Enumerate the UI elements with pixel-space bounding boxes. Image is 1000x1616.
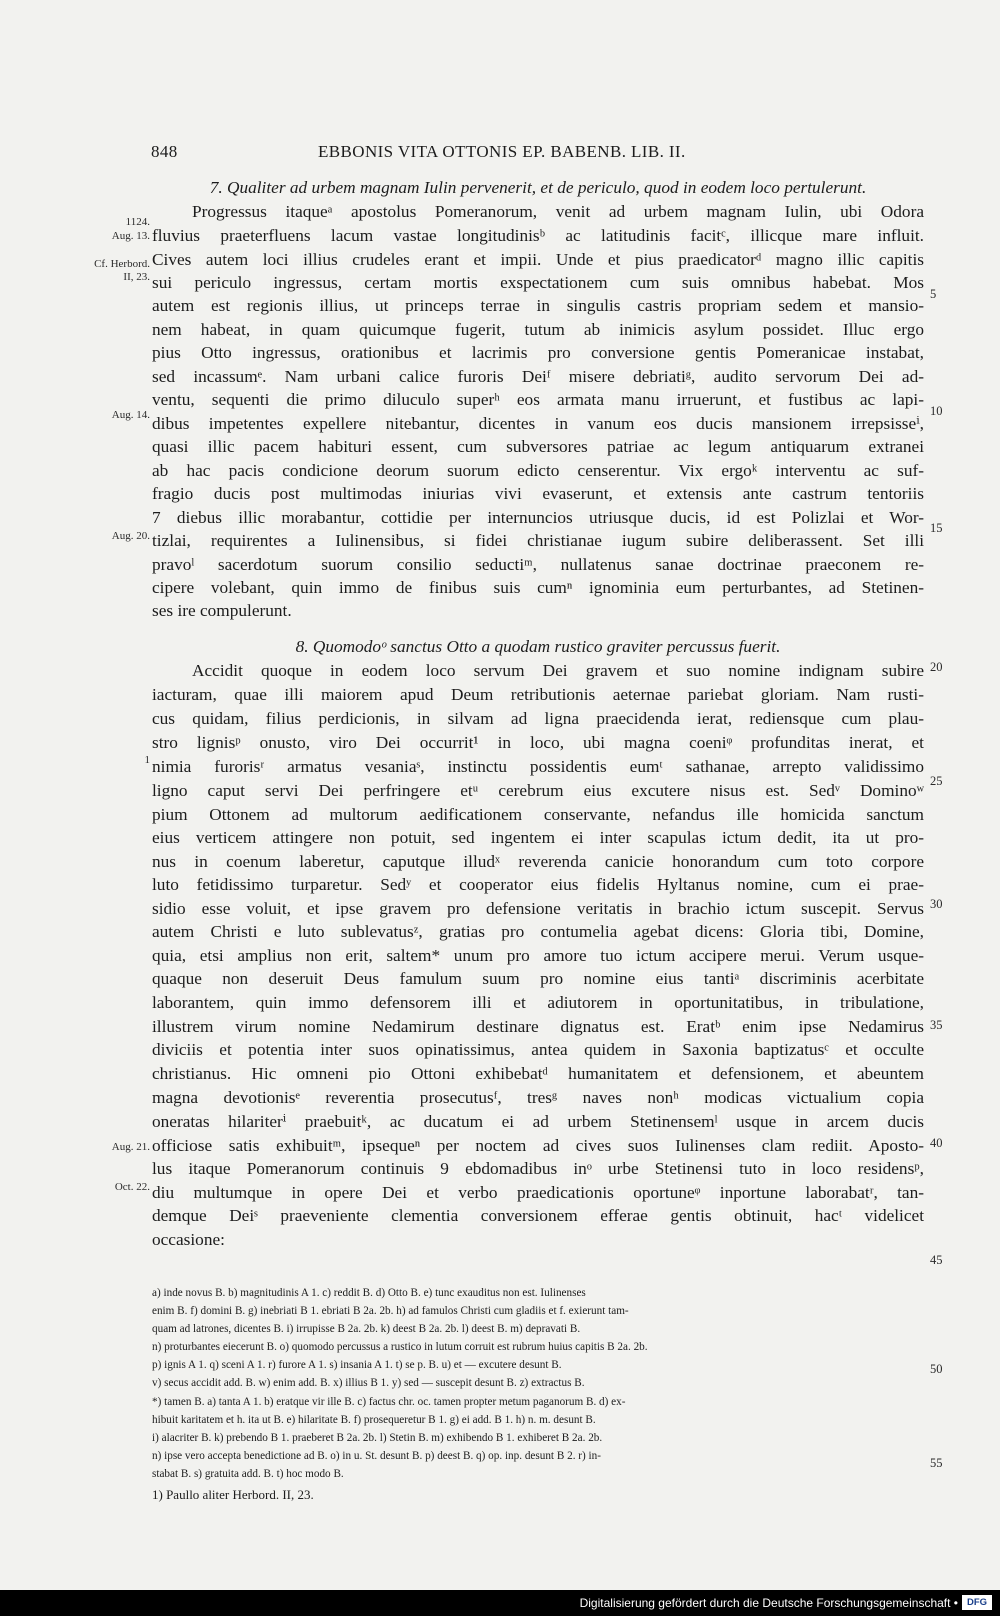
footnote-line: 1) Paullo aliter Herbord. II, 23. [152, 1487, 314, 1502]
text-line: autem est regionis illius, ut princeps terrae in singulis castris propriam sedem et mansio- [152, 296, 924, 315]
line-number: 30 [930, 897, 943, 911]
text-line: stro lignisᵖ onusto, viro Dei occurrit¹ in loco, ubi magna coeniᵠ profunditas inerat, et [152, 733, 924, 752]
margin-note: Aug. 13. [111, 230, 150, 242]
text-line: nem habeat, in quam quicumque fugerit, tutum ab inimicis asylum possidet. Illuc ergo [152, 320, 924, 339]
footnote-line: stabat B. s) gratuita add. B. t) hoc modo B. [152, 1468, 344, 1480]
margin-note: 1124. [125, 216, 150, 228]
text-line: cipere volebant, quin immo de finibus suis cumⁿ ignominia eum perturbantes, ad Stetinen- [152, 578, 924, 597]
footnote-line: hibuit karitatem et h. ita ut B. e) hilaritate B. f) prosequeretur B 1. g) ei add. B 1. h) n. m. desunt B. [152, 1414, 596, 1426]
footnote-line: a) inde novus B. b) magnitudinis A 1. c) reddit B. d) Otto B. e) tunc exauditus non est. Iulinenses [152, 1287, 586, 1299]
footnote-line: quam ad latrones, dicentes B. i) irrupisse B 2a. 2b. k) deest B 2a. 2b. l) deest B. m) depravati B. [152, 1323, 581, 1335]
text-line: sui periculo ingressus, certam mortis exspectationem cum suis omnibus habebat. Mos [152, 273, 924, 292]
text-line: eius verticem attingere non potuit, sed ingentem ei inter scapulas ictum dedit, ita ut pro- [152, 828, 924, 847]
footnote-line: enim B. f) domini B. g) inebriati B 1. ebriati B 2a. 2b. h) ad famulos Christi cum gladiis et f. exierunt tam- [152, 1305, 629, 1317]
line-number: 15 [930, 521, 943, 535]
text-line: quaque non deseruit Deus famulum suum pro nomine eius tantiᵃ discriminis acerbitate [152, 969, 924, 988]
line-number: 40 [930, 1136, 943, 1150]
text-line: dibus impetentes expellere nitebantur, dicentes in vanum eos ducis mansionem irrepsisseⁱ, [152, 414, 924, 433]
funding-credit: Digitalisierung gefördert durch die Deutsche Forschungsgemeinschaft • [579, 1596, 958, 1610]
text-line: illustrem virum nomine Nedamirum destinare dignatus est. Eratᵇ enim ipse Nedamirus [152, 1017, 924, 1036]
text-line: autem Christi e luto sublevatusᶻ, gratias pro contumelia agebat dicens: Gloria tibi, Domine, [152, 922, 924, 941]
margin-note: Aug. 21. [111, 1141, 150, 1153]
text-line: diu multumque in opere Dei et verbo praedicationis oportuneᵠ inportune laborabatʳ, tan- [152, 1183, 924, 1202]
text-line: lus itaque Pomeranorum continuis 9 ebdomadibus inᵒ urbe Stetinensi tuto in loco residensᵖ, [152, 1159, 924, 1178]
line-number: 50 [930, 1362, 943, 1376]
text-line: laborantem, quin immo defensorem illi et adiutorem in oportunitatibus, in tribulatione, [152, 993, 924, 1012]
text-line: officiose satis exhibuitᵐ, ipsequeⁿ per noctem ad cives suos Iulinenses clam rediit. Aposto- [152, 1136, 924, 1155]
text-line: ligno caput servi Dei perfringere etᵘ cerebrum eius excutere nisus est. Sedᵛ Dominoʷ [152, 781, 924, 800]
text-line: ab hac pacis condicione deorum suorum edicto censerentur. Vix ergoᵏ interventu ac suf- [152, 461, 924, 480]
line-number: 45 [930, 1253, 943, 1267]
page-number: 848 [151, 142, 178, 161]
text-line: ses ire compulerunt. [152, 601, 292, 620]
text-line: luto fetidissimo turparetur. Sedʸ et cooperator eius fidelis Hyltanus nomine, cum ei prae- [152, 875, 924, 894]
text-line: oneratas hilariterⁱ praebuitᵏ, ac ducatum ei ad urbem Stetinensemˡ usque in arcem ducis [152, 1112, 924, 1131]
text-line: pium Ottonem ad multorum aedificationem conservante, nefandus ille homicida sanctum [152, 805, 924, 824]
text-line: Accidit quoque in eodem loco servum Dei gravem et suo nomine indignam subire [192, 661, 924, 680]
text-line: diviciis et potentia inter suos opinatissimus, antea quidem in Saxonia baptizatusᶜ et occulte [152, 1040, 924, 1059]
line-number: 5 [930, 287, 937, 301]
text-line: demque Deiˢ praeveniente clementia conversionem efferae gentis obtinuit, hacᵗ videlicet [152, 1206, 924, 1225]
footer-bar [0, 1590, 1000, 1616]
margin-note: Aug. 20. [111, 530, 150, 542]
text-line: sed incassumᵉ. Nam urbani calice furoris Deiᶠ misere debriatiᵍ, audito servorum Dei ad- [152, 367, 924, 386]
line-number: 10 [930, 404, 943, 418]
text-line: Cives autem loci illius crudeles erant et impii. Unde et pius praedicatorᵈ magno illic capitis [152, 250, 924, 269]
chapter-heading: 7. Qualiter ad urbem magnam Iulin pervenerit, et de periculo, quod in eodem loco pertulerunt. [209, 178, 867, 197]
margin-note: Oct. 22. [114, 1181, 150, 1193]
text-line: fluvius praeterfluens lacum vastae longitudinisᵇ ac latitudinis facitᶜ, illicque mare influit. [152, 226, 924, 245]
text-line: cus quidam, filius perdicionis, in silvam ad ligna praecidenda ierat, rediensque cum plau- [152, 709, 924, 728]
margin-note: II, 23. [123, 271, 150, 283]
line-number: 35 [930, 1018, 943, 1032]
text-line: magna devotionisᵉ reverentia prosecutusᶠ, tresᵍ naves nonʰ modicas victualium copia [152, 1088, 924, 1107]
footnote-line: n) ipse vero accepta benedictione ad B. o) in u. St. desunt B. p) deest B. q) op. inp. desunt B 2. r) in- [152, 1450, 601, 1462]
line-number: 55 [930, 1456, 943, 1470]
text-line: tizlai, requirentes a Iulinensibus, si fidei christianae iugum subire deliberassent. Set illi [152, 531, 924, 550]
text-line: quia, etsi amplius non erit, saltem* unum pro amore tuo ictum accipere merui. Verum usque- [152, 946, 924, 965]
text-line: fragio ducis post multimodas iniurias vivi evaserunt, et extensis ante castrum tentoriis [152, 484, 924, 503]
text-line: occasione: [152, 1230, 225, 1249]
footnote-line: n) proturbantes eiecerunt B. o) quomodo percussus a rustico in lutum corruit est rubrum huius capitis B 2a. 2b. [152, 1341, 648, 1353]
dfg-logo: DFG [962, 1595, 992, 1610]
text-line: Progressus itaqueᵃ apostolus Pomeranorum, venit ad urbem magnam Iulin, ubi Odora [192, 202, 924, 221]
text-line: christianus. Hic omneni pio Ottoni exhibebatᵈ humanitatem et defensionem, et abeuntem [152, 1064, 924, 1083]
text-line: ventu, sequenti die primo diluculo superʰ eos armata manu irruerunt, et fustibus ac lapi- [152, 390, 924, 409]
running-title: EBBONIS VITA OTTONIS EP. BABENB. LIB. II. [318, 142, 686, 161]
text-line: pius Otto ingressus, orationibus et lacrimis pro conversione gentis Pomeranicae instabat, [152, 343, 924, 362]
margin-note: Aug. 14. [111, 409, 150, 421]
text-line: iacturam, quae illi maiorem apud Deum retributionis aeternae pariebat gloriam. Nam rusti- [152, 685, 924, 704]
text-line: 7 diebus illic morabantur, cottidie per internuncios utriusque ducis, id est Polizlai et Wor- [152, 508, 924, 527]
text-line: sidio esse voluit, et ipse gravem pro defensione veritatis in brachio ictum suscepit. Servus [152, 899, 924, 918]
chapter-heading: 8. Quomodoᵒ sanctus Otto a quodam rustico graviter percussus fuerit. [295, 637, 781, 656]
margin-note: Cf. Herbord. [94, 258, 150, 270]
text-line: pravoˡ sacerdotum suorum consilio seductiᵐ, nullatenus sanae doctrinae praeconem re- [152, 555, 924, 574]
footnote-line: v) secus accidit add. B. w) enim add. B. x) illius B 1. y) sed — suscepit desunt B. z) extractus B. [152, 1377, 585, 1389]
line-number: 20 [930, 660, 943, 674]
footnote-line: p) ignis A 1. q) sceni A 1. r) furore A 1. s) insania A 1. t) se p. B. u) et — excutere desunt B. [152, 1359, 562, 1371]
footnote-line: i) alacriter B. k) prebendo B 1. praeberet B 2a. 2b. l) Stetin B. m) exhibendo B 1. exhiberet B 2a. 2b. [152, 1432, 603, 1444]
line-number: 25 [930, 774, 943, 788]
text-line: quasi illic pacem habituri essent, cum subversores patriae ac legum antiquarum extranei [152, 437, 924, 456]
text-line: nus in coenum laberetur, caputque illudˣ reverenda canicie honorandum cum toto corpore [152, 852, 924, 871]
footnote-line: *) tamen B. a) tanta A 1. b) eratque vir ille B. c) factus chr. oc. tamen propter metum paganorum B. d) ex- [152, 1396, 626, 1408]
text-line: nimia furorisʳ armatus vesaniaˢ, instinctu possidentis eumᵗ sathanae, arrepto validissimo [152, 757, 924, 776]
margin-note: 1 [144, 754, 150, 766]
